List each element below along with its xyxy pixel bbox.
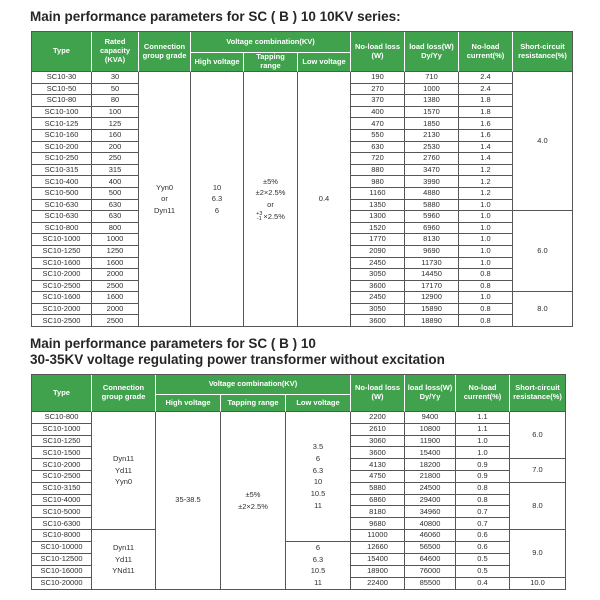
header-tapping-range: Tapping range (244, 53, 298, 72)
cell-no-load-current: 0.6 (456, 530, 510, 542)
cell-type: SC10-800 (32, 412, 92, 424)
cell-no-load-loss: 880 (351, 165, 405, 177)
cell-no-load-current: 1.0 (459, 223, 513, 235)
cell-no-load-current: 1.4 (459, 153, 513, 165)
cell-rated-capacity: 125 (92, 118, 139, 130)
cell-no-load-loss: 2450 (351, 292, 405, 304)
cell-type: SC10-1250 (32, 436, 92, 448)
cell-rated-capacity: 500 (92, 188, 139, 200)
cell-rated-capacity: 1000 (92, 234, 139, 246)
cell-high-voltage (191, 72, 244, 327)
cell-type: SC10-5000 (32, 506, 92, 518)
cell-no-load-loss: 3050 (351, 304, 405, 316)
cell-tapping-range (244, 72, 298, 327)
cell-load-loss: 24500 (405, 483, 456, 495)
cell-type: SC10-2500 (32, 281, 92, 293)
cell-load-loss: 2130 (405, 130, 459, 142)
header-low-voltage: Low voltage (298, 53, 351, 72)
header-type: Type (32, 375, 92, 412)
low-voltage-line: 11 (314, 501, 322, 511)
cell-type: SC10-400 (32, 176, 92, 188)
cell-no-load-current: 1.0 (456, 447, 510, 459)
cell-load-loss: 46060 (405, 530, 456, 542)
cell-no-load-loss: 190 (351, 72, 405, 84)
cell-connection-group (92, 530, 156, 590)
cell-short-circuit-resistance: 9.0 (510, 530, 566, 578)
cell-no-load-current: 1.0 (459, 258, 513, 270)
cell-no-load-current: 2.4 (459, 72, 513, 84)
cell-no-load-current: 0.8 (459, 304, 513, 316)
cell-type: SC10-2000 (32, 459, 92, 471)
connection-line: Dyn11 (112, 453, 135, 463)
cell-type: SC10-630 (32, 211, 92, 223)
cell-no-load-current: 1.2 (459, 188, 513, 200)
cell-no-load-current: 0.8 (456, 495, 510, 507)
cell-load-loss: 9400 (405, 412, 456, 424)
cell-no-load-current: 1.4 (459, 142, 513, 154)
high-voltage-line: 6 (214, 205, 220, 215)
cell-type: SC10-2500 (32, 315, 92, 327)
header-connection-group: Connection group grade (92, 375, 156, 412)
header-voltage-combination: Voltage combination(KV) (156, 375, 351, 395)
cell-load-loss: 2760 (405, 153, 459, 165)
cell-no-load-loss: 3600 (351, 447, 405, 459)
tapping-line: ±2×2.5% (238, 501, 268, 511)
cell-no-load-loss: 400 (351, 107, 405, 119)
cell-short-circuit-resistance: 8.0 (513, 292, 573, 327)
cell-type: SC10-200 (32, 142, 92, 154)
cell-short-circuit-resistance: 8.0 (510, 483, 566, 530)
tapping-stack (256, 212, 262, 221)
connection-line: YNd11 (112, 566, 135, 576)
cell-load-loss: 15400 (405, 447, 456, 459)
cell-type: SC10-160 (32, 130, 92, 142)
cell-no-load-loss: 15400 (351, 554, 405, 566)
cell-no-load-current: 0.7 (456, 506, 510, 518)
table-10kv-header (32, 32, 573, 72)
cell-no-load-current: 0.8 (459, 269, 513, 281)
cell-no-load-loss: 3050 (351, 269, 405, 281)
connection-line: Yd11 (115, 554, 132, 564)
cell-no-load-loss: 4750 (351, 471, 405, 483)
cell-no-load-current: 0.6 (456, 542, 510, 554)
table-10kv-series (31, 31, 573, 327)
cell-type: SC10-1500 (32, 447, 92, 459)
connection-line: Yyn0 (114, 477, 133, 487)
cell-rated-capacity: 160 (92, 130, 139, 142)
header-load-loss: load loss(W) Dy/Yy (405, 32, 459, 72)
low-voltage-line: 10 (313, 477, 323, 487)
low-voltage-line: 6.3 (312, 554, 324, 564)
cell-connection-group (139, 72, 191, 327)
connection-line: Dyn11 (153, 205, 176, 215)
cell-load-loss: 1380 (405, 95, 459, 107)
cell-load-loss: 2530 (405, 142, 459, 154)
cell-no-load-loss: 2610 (351, 424, 405, 436)
cell-type: SC10-1600 (32, 258, 92, 270)
cell-type: SC10-1250 (32, 246, 92, 258)
cell-no-load-current: 1.1 (456, 412, 510, 424)
cell-load-loss: 710 (405, 72, 459, 84)
connection-line: or (161, 194, 168, 204)
cell-load-loss: 1000 (405, 84, 459, 96)
cell-rated-capacity: 50 (92, 84, 139, 96)
low-voltage-line: 3.5 (312, 442, 324, 452)
tapping-line: ±2×2.5% (255, 188, 286, 198)
low-voltage-line: 6 (315, 542, 321, 552)
cell-load-loss: 3470 (405, 165, 459, 177)
cell-load-loss: 21800 (405, 471, 456, 483)
cell-no-load-loss: 22400 (351, 578, 405, 590)
cell-no-load-loss: 370 (351, 95, 405, 107)
cell-short-circuit-resistance: 7.0 (510, 459, 566, 483)
cell-no-load-loss: 1770 (351, 234, 405, 246)
cell-load-loss: 12900 (405, 292, 459, 304)
header-type: Type (32, 32, 92, 72)
high-voltage-line: 10 (212, 182, 222, 192)
cell-no-load-loss: 11000 (351, 530, 405, 542)
cell-type: SC10-500 (32, 188, 92, 200)
cell-no-load-loss: 1350 (351, 200, 405, 212)
cell-no-load-loss: 2200 (351, 412, 405, 424)
connection-line: Yd11 (115, 465, 132, 475)
cell-no-load-loss: 470 (351, 118, 405, 130)
cell-no-load-loss: 2450 (351, 258, 405, 270)
cell-no-load-loss: 1160 (351, 188, 405, 200)
cell-load-loss: 6960 (405, 223, 459, 235)
tapping-line: ±5% (245, 489, 261, 499)
cell-rated-capacity: 630 (92, 200, 139, 212)
cell-load-loss: 76000 (405, 566, 456, 578)
cell-no-load-current: 1.1 (456, 424, 510, 436)
low-voltage-line: 10.5 (310, 566, 326, 576)
cell-load-loss: 15890 (405, 304, 459, 316)
cell-type: SC10-100 (32, 107, 92, 119)
cell-load-loss: 34960 (405, 506, 456, 518)
tapping-stack-top: +3 (256, 211, 263, 218)
header-connection-group: Connection group grade (139, 32, 191, 72)
cell-load-loss: 56500 (405, 542, 456, 554)
tapping-stack-bottom: -1 (256, 215, 262, 222)
cell-type: SC10-2000 (32, 269, 92, 281)
cell-type: SC10-80 (32, 95, 92, 107)
cell-type: SC10-800 (32, 223, 92, 235)
cell-no-load-current: 1.2 (459, 165, 513, 177)
cell-no-load-loss: 2090 (351, 246, 405, 258)
cell-no-load-current: 0.9 (456, 459, 510, 471)
cell-type: SC10-1600 (32, 292, 92, 304)
cell-rated-capacity: 2500 (92, 315, 139, 327)
cell-no-load-current: 0.8 (459, 315, 513, 327)
cell-no-load-loss: 4130 (351, 459, 405, 471)
header-no-load-loss: No-load loss (W) (351, 32, 405, 72)
cell-no-load-loss: 5880 (351, 483, 405, 495)
cell-type: SC10-10000 (32, 542, 92, 554)
table-30-35kv-header (32, 375, 566, 412)
cell-load-loss: 9690 (405, 246, 459, 258)
cell-no-load-current: 1.0 (456, 436, 510, 448)
table-10kv-body (32, 72, 573, 327)
connection-line: Yyn0 (155, 182, 174, 192)
connection-line: Dyn11 (112, 542, 135, 552)
high-voltage-line: 6.3 (211, 194, 223, 204)
header-no-load-current: No-load current(%) (456, 375, 510, 412)
cell-no-load-current: 0.5 (456, 554, 510, 566)
cell-type: SC10-315 (32, 165, 92, 177)
cell-no-load-loss: 550 (351, 130, 405, 142)
cell-type: SC10-20000 (32, 578, 92, 590)
cell-rated-capacity: 1600 (92, 258, 139, 270)
low-voltage-line: 6 (315, 453, 321, 463)
cell-load-loss: 29400 (405, 495, 456, 507)
cell-type: SC10-4000 (32, 495, 92, 507)
cell-no-load-current: 1.0 (459, 211, 513, 223)
cell-load-loss: 1850 (405, 118, 459, 130)
cell-no-load-current: 1.0 (459, 200, 513, 212)
header-no-load-loss: No-load loss (W) (351, 375, 405, 412)
header-load-loss: load loss(W) Dy/Yy (405, 375, 456, 412)
cell-load-loss: 40800 (405, 518, 456, 530)
cell-rated-capacity: 250 (92, 153, 139, 165)
cell-load-loss: 18890 (405, 315, 459, 327)
cell-no-load-current: 0.7 (456, 518, 510, 530)
cell-connection-group (92, 412, 156, 530)
cell-low-voltage: 0.4 (298, 72, 351, 327)
header-low-voltage: Low voltage (286, 395, 351, 412)
section2-title-line1: Main performance parameters for SC ( B ) 10 (30, 336, 316, 352)
cell-no-load-current: 2.4 (459, 84, 513, 96)
low-voltage-line: 10.5 (310, 489, 326, 499)
low-voltage-line: 6.3 (312, 465, 324, 475)
cell-rated-capacity: 2500 (92, 281, 139, 293)
cell-no-load-current: 0.8 (459, 281, 513, 293)
cell-rated-capacity: 30 (92, 72, 139, 84)
cell-short-circuit-resistance: 6.0 (510, 412, 566, 459)
cell-load-loss: 8130 (405, 234, 459, 246)
cell-no-load-current: 0.4 (456, 578, 510, 590)
cell-no-load-loss: 3600 (351, 281, 405, 293)
cell-no-load-loss: 3600 (351, 315, 405, 327)
cell-load-loss: 3990 (405, 176, 459, 188)
header-high-voltage: High voltage (191, 53, 244, 72)
cell-type: SC10-1000 (32, 234, 92, 246)
cell-no-load-current: 1.0 (459, 246, 513, 258)
header-short-circuit-resistance: Short-circuit resistance(%) (513, 32, 573, 72)
cell-load-loss: 64600 (405, 554, 456, 566)
cell-no-load-current: 1.0 (459, 292, 513, 304)
cell-type: SC10-12500 (32, 554, 92, 566)
cell-low-voltage (286, 412, 351, 542)
cell-no-load-loss: 980 (351, 176, 405, 188)
cell-no-load-current: 1.2 (459, 176, 513, 188)
cell-rated-capacity: 80 (92, 95, 139, 107)
cell-type: SC10-8000 (32, 530, 92, 542)
cell-type: SC10-30 (32, 72, 92, 84)
cell-no-load-loss: 720 (351, 153, 405, 165)
cell-no-load-current: 0.8 (456, 483, 510, 495)
cell-low-voltage (286, 542, 351, 590)
cell-no-load-loss: 9680 (351, 518, 405, 530)
cell-tapping-range (221, 412, 286, 590)
header-tapping-range: Tapping range (221, 395, 286, 412)
cell-rated-capacity: 630 (92, 211, 139, 223)
cell-no-load-loss: 18900 (351, 566, 405, 578)
cell-rated-capacity: 315 (92, 165, 139, 177)
cell-no-load-loss: 8180 (351, 506, 405, 518)
cell-no-load-current: 1.6 (459, 130, 513, 142)
cell-type: SC10-6300 (32, 518, 92, 530)
cell-rated-capacity: 400 (92, 176, 139, 188)
cell-no-load-loss: 3060 (351, 436, 405, 448)
cell-no-load-current: 0.5 (456, 566, 510, 578)
cell-high-voltage: 35-38.5 (156, 412, 221, 590)
cell-no-load-current: 0.9 (456, 471, 510, 483)
tapping-line: or (267, 200, 274, 210)
cell-no-load-current: 1.8 (459, 95, 513, 107)
cell-no-load-loss: 1520 (351, 223, 405, 235)
cell-rated-capacity: 2000 (92, 304, 139, 316)
cell-no-load-loss: 12660 (351, 542, 405, 554)
cell-type: SC10-16000 (32, 566, 92, 578)
cell-load-loss: 5880 (405, 200, 459, 212)
cell-type: SC10-2000 (32, 304, 92, 316)
cell-load-loss: 11900 (405, 436, 456, 448)
cell-rated-capacity: 1600 (92, 292, 139, 304)
cell-type: SC10-125 (32, 118, 92, 130)
cell-type: SC10-3150 (32, 483, 92, 495)
cell-load-loss: 4880 (405, 188, 459, 200)
section1-title: Main performance parameters for SC ( B ) 10 10KV series: (30, 9, 401, 24)
tapping-line (244, 211, 297, 223)
cell-no-load-loss: 6860 (351, 495, 405, 507)
table-30-35kv-body (32, 412, 566, 590)
cell-load-loss: 14450 (405, 269, 459, 281)
cell-no-load-loss: 270 (351, 84, 405, 96)
cell-load-loss: 11730 (405, 258, 459, 270)
cell-no-load-loss: 1300 (351, 211, 405, 223)
cell-type: SC10-2500 (32, 471, 92, 483)
cell-rated-capacity: 800 (92, 223, 139, 235)
cell-no-load-current: 1.8 (459, 107, 513, 119)
table-30-35kv (31, 374, 566, 590)
cell-no-load-current: 1.0 (459, 234, 513, 246)
tapping-line: ±5% (263, 176, 278, 186)
cell-no-load-current: 1.6 (459, 118, 513, 130)
cell-load-loss: 85500 (405, 578, 456, 590)
cell-no-load-loss: 630 (351, 142, 405, 154)
cell-type: SC10-50 (32, 84, 92, 96)
header-short-circuit-resistance: Short-circuit resistance(%) (510, 375, 566, 412)
tapping-suffix: ×2.5% (263, 211, 285, 221)
header-rated-capacity: Rated capacity (KVA) (92, 32, 139, 72)
low-voltage-line: 11 (314, 578, 322, 588)
cell-load-loss: 5960 (405, 211, 459, 223)
header-voltage-combination: Voltage combination(KV) (191, 32, 351, 53)
cell-rated-capacity: 200 (92, 142, 139, 154)
cell-load-loss: 18200 (405, 459, 456, 471)
cell-rated-capacity: 2000 (92, 269, 139, 281)
cell-short-circuit-resistance: 6.0 (513, 211, 573, 292)
cell-load-loss: 17170 (405, 281, 459, 293)
cell-load-loss: 10800 (405, 424, 456, 436)
cell-short-circuit-resistance: 4.0 (513, 72, 573, 211)
cell-load-loss: 1570 (405, 107, 459, 119)
section2-title-line2: 30-35KV voltage regulating power transformer without excitation (30, 352, 445, 368)
header-no-load-current: No-load current(%) (459, 32, 513, 72)
header-high-voltage: High voltage (156, 395, 221, 412)
cell-type: SC10-630 (32, 200, 92, 212)
section2-title (30, 336, 572, 368)
cell-rated-capacity: 100 (92, 107, 139, 119)
cell-type: SC10-250 (32, 153, 92, 165)
cell-type: SC10-1000 (32, 424, 92, 436)
cell-rated-capacity: 1250 (92, 246, 139, 258)
cell-short-circuit-resistance: 10.0 (510, 578, 566, 590)
